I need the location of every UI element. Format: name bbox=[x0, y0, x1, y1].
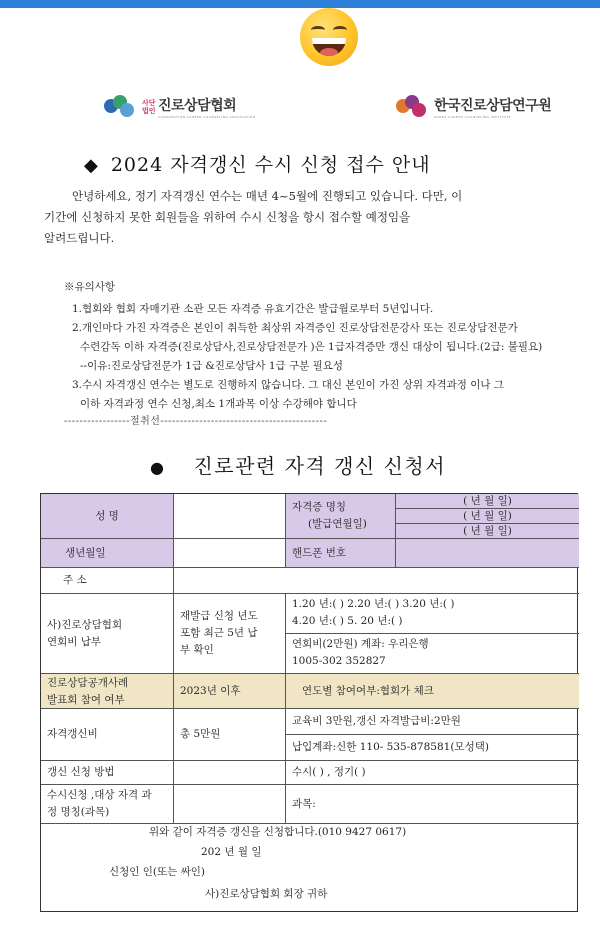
renewal-fee-label: 자격갱신비 bbox=[41, 709, 174, 761]
association-logo-mark-icon bbox=[104, 95, 138, 119]
name-field[interactable] bbox=[174, 494, 286, 539]
subject-field[interactable]: 과목: bbox=[286, 785, 579, 824]
precaution-item-cont: 수련감독 이하 자격증(진로상담사,진로상담전문가 )은 1급자격증만 갱신 대상이 됩니다.(2급: 불필요) bbox=[80, 341, 543, 353]
membership-fee-label-line: 연회비 납부 bbox=[47, 635, 102, 648]
logo-subtitle: CORPORATION CAREER COUNSELING ASSOCIATION bbox=[158, 115, 256, 119]
address-field[interactable] bbox=[174, 568, 579, 594]
logo-name: 한국진로상담연구원 bbox=[434, 98, 552, 114]
renewal-method-options[interactable]: 수시( ) , 정기( ) bbox=[286, 761, 579, 785]
fee-years-line: 1.20 년:( ) 2.20 년:( ) 3.20 년:( ) bbox=[292, 598, 455, 610]
circle-bullet-icon: ● bbox=[150, 458, 166, 477]
reissue-check-label bbox=[174, 594, 286, 674]
reissue-check-line: 재발급 신청 년도 bbox=[180, 610, 258, 622]
diamond-bullet-icon: ◆ bbox=[84, 155, 99, 176]
cert-name-label-line: 자격증 명칭 bbox=[292, 501, 347, 513]
precautions-section bbox=[64, 278, 594, 414]
case-presentation-since: 2023년 이후 bbox=[174, 674, 286, 709]
course-name-label-line: 정 명칭(과목) bbox=[47, 806, 110, 818]
intro-paragraph bbox=[44, 186, 584, 249]
renewal-fee-account: 납입계좌:신한 110- 535-878581(모성택) bbox=[286, 735, 579, 761]
case-presentation-label-line: 발표회 참여 여부 bbox=[47, 694, 125, 706]
form-title bbox=[150, 450, 446, 479]
fee-years-checklist[interactable] bbox=[286, 594, 579, 634]
closing-applicant: 신청인 인(또는 싸인) bbox=[109, 866, 206, 878]
case-presentation-label bbox=[41, 674, 174, 709]
intro-line: 기간에 신청하지 못한 회원들을 위하여 수시 신청을 항시 접수할 예정임을 bbox=[44, 210, 411, 224]
course-name-field[interactable] bbox=[174, 785, 286, 824]
cert-date-field[interactable]: ( 년 월 일) bbox=[396, 494, 579, 509]
precautions-heading: ※유의사항 bbox=[64, 281, 116, 293]
notice-title-text: 2024 자격갱신 수시 신청 접수 안내 bbox=[110, 154, 431, 176]
application-closing bbox=[41, 824, 579, 912]
top-accent-bar bbox=[0, 0, 600, 8]
institute-logo-mark-icon bbox=[396, 95, 430, 119]
address-label: 주 소 bbox=[41, 568, 174, 594]
renewal-method-empty bbox=[174, 761, 286, 785]
fee-account-line: 연회비(2만원) 계좌: 우리은행 bbox=[292, 638, 429, 650]
grinning-face-emoji-icon bbox=[300, 8, 358, 66]
form-title-text: 진로관련 자격 갱신 신청서 bbox=[193, 454, 447, 478]
precaution-item-cont: 이하 자격과정 연수 신청,최소 1개과목 이상 수강해야 합니다 bbox=[80, 398, 357, 410]
membership-fee-label-line: 사)진로상담협회 bbox=[47, 618, 123, 631]
closing-statement: 위와 같이 자격증 갱신을 신청합니다.(010 9427 0617) bbox=[149, 826, 407, 838]
reissue-check-line: 부 확인 bbox=[180, 644, 214, 656]
fee-account-info bbox=[286, 634, 579, 674]
renewal-fee-detail: 교육비 3만원,갱신 자격발급비:2만원 bbox=[286, 709, 579, 735]
precaution-item: 1.협회와 협회 자매기관 소관 모든 자격증 유효기간은 발급월로부터 5년입니다. bbox=[72, 303, 434, 315]
cert-date-field[interactable]: ( 년 월 일) bbox=[396, 524, 579, 539]
phone-label: 핸드폰 번호 bbox=[286, 539, 396, 568]
logo-name: 진로상담협회 bbox=[158, 98, 237, 114]
cut-line: -----------------절취선------------------------------------------- bbox=[64, 416, 328, 427]
precaution-item: 2.개인마다 가진 자격증은 본인이 취득한 최상위 자격증인 진로상담전문강사 또는 진로상담전문가 bbox=[72, 322, 518, 334]
cert-date-field[interactable]: ( 년 월 일) bbox=[396, 509, 579, 524]
phone-field[interactable] bbox=[396, 539, 579, 568]
renewal-method-label: 갱신 신청 방법 bbox=[41, 761, 174, 785]
name-label: 성 명 bbox=[41, 494, 174, 539]
precaution-item: 3.수시 자격갱신 연수는 별도로 진행하지 않습니다. 그 대신 본인이 가진 상위 자격과정 이나 그 bbox=[72, 379, 505, 391]
birth-date-field[interactable] bbox=[174, 539, 286, 568]
closing-recipient: 사)진로상담협회 회장 귀하 bbox=[205, 888, 328, 900]
notice-title bbox=[84, 150, 431, 177]
cert-name-label bbox=[286, 494, 396, 539]
course-name-label bbox=[41, 785, 174, 824]
fee-years-line: 4.20 년:( ) 5. 20 년:( ) bbox=[292, 615, 403, 627]
renewal-application-form bbox=[40, 493, 578, 912]
reissue-check-line: 포함 최근 5년 납 bbox=[180, 627, 258, 639]
logo-subtitle: KOREA CAREER COUNSELING INSTITUTE bbox=[434, 115, 511, 119]
career-counseling-association-logo bbox=[104, 92, 255, 122]
case-presentation-label-line: 진로상담공개사례 bbox=[47, 677, 129, 689]
renewal-fee-total: 총 5만원 bbox=[174, 709, 286, 761]
birth-date-label: 생년월일 bbox=[41, 539, 174, 568]
intro-line: 알려드립니다. bbox=[44, 231, 115, 245]
closing-date: 202 년 월 일 bbox=[201, 846, 262, 858]
fee-account-line: 1005-302 352827 bbox=[292, 655, 386, 667]
course-name-label-line: 수시신청 ,대상 자격 과 bbox=[47, 789, 152, 801]
precaution-item-cont: --이유:진로상담전문가 1급 &진로상담사 1급 구분 필요성 bbox=[80, 360, 344, 372]
logo-prefix: 사단법인 bbox=[142, 98, 156, 115]
cert-name-label-line: (발급연월일) bbox=[308, 518, 367, 530]
intro-line: 안녕하세요, 정기 자격갱신 연수는 매년 4~5월에 진행되고 있습니다. 다만, 이 bbox=[72, 189, 463, 203]
korea-career-counseling-institute-logo bbox=[396, 92, 551, 122]
case-presentation-check: 연도별 참여여부:협회가 체크 bbox=[286, 674, 579, 709]
membership-fee-label bbox=[41, 594, 174, 674]
